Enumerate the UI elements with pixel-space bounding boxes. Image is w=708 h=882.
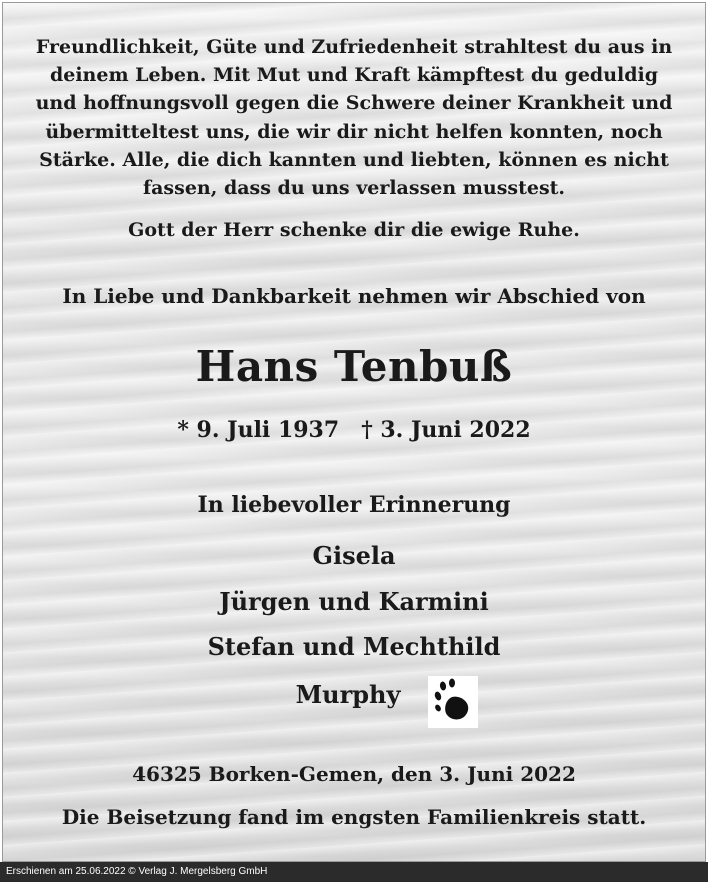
publication-footer: Erschienen am 25.06.2022 © Verlag J. Mergelsberg GmbH bbox=[0, 862, 708, 882]
verse-line: übermitteltest uns, die wir dir nicht helfen konnten, noch bbox=[45, 120, 663, 143]
funeral-note: Die Beisetzung fand im engsten Familienkreis statt. bbox=[61, 805, 647, 829]
place-date: 46325 Borken-Gemen, den 3. Juni 2022 bbox=[132, 762, 576, 786]
deceased-name: Hans Tenbuß bbox=[195, 342, 513, 391]
obituary-card bbox=[2, 2, 706, 862]
paw-print-icon bbox=[428, 676, 478, 728]
verse-line: und hoffnungsvoll gegen die Schwere deiner Krankheit und bbox=[35, 92, 673, 115]
death-date: † 3. Juni 2022 bbox=[361, 417, 531, 443]
blessing: Gott der Herr schenke dir die ewige Ruhe. bbox=[128, 219, 580, 241]
mourner-name: Murphy bbox=[295, 680, 401, 709]
mourner-name: Stefan und Mechthild bbox=[207, 632, 501, 661]
mourner-name: Jürgen und Karmini bbox=[219, 587, 489, 616]
verse-line: deinem Leben. Mit Mut und Kraft kämpftest du geduldig bbox=[49, 64, 659, 87]
mourner-name: Gisela bbox=[312, 541, 396, 570]
verse-line: Freundlichkeit, Güte und Zufriedenheit strahltest du aus in bbox=[35, 36, 673, 58]
farewell-intro: In Liebe und Dankbarkeit nehmen wir Abschied von bbox=[62, 284, 646, 308]
verse-line: Stärke. Alle, die dich kannten und liebten, können es nicht bbox=[39, 148, 669, 171]
birth-date: * 9. Juli 1937 bbox=[177, 417, 340, 443]
verse bbox=[3, 33, 705, 202]
verse-line: fassen, dass du uns verlassen musstest. bbox=[142, 177, 566, 200]
life-dates bbox=[3, 417, 705, 443]
memory-intro: In liebevoller Erinnerung bbox=[197, 492, 511, 518]
